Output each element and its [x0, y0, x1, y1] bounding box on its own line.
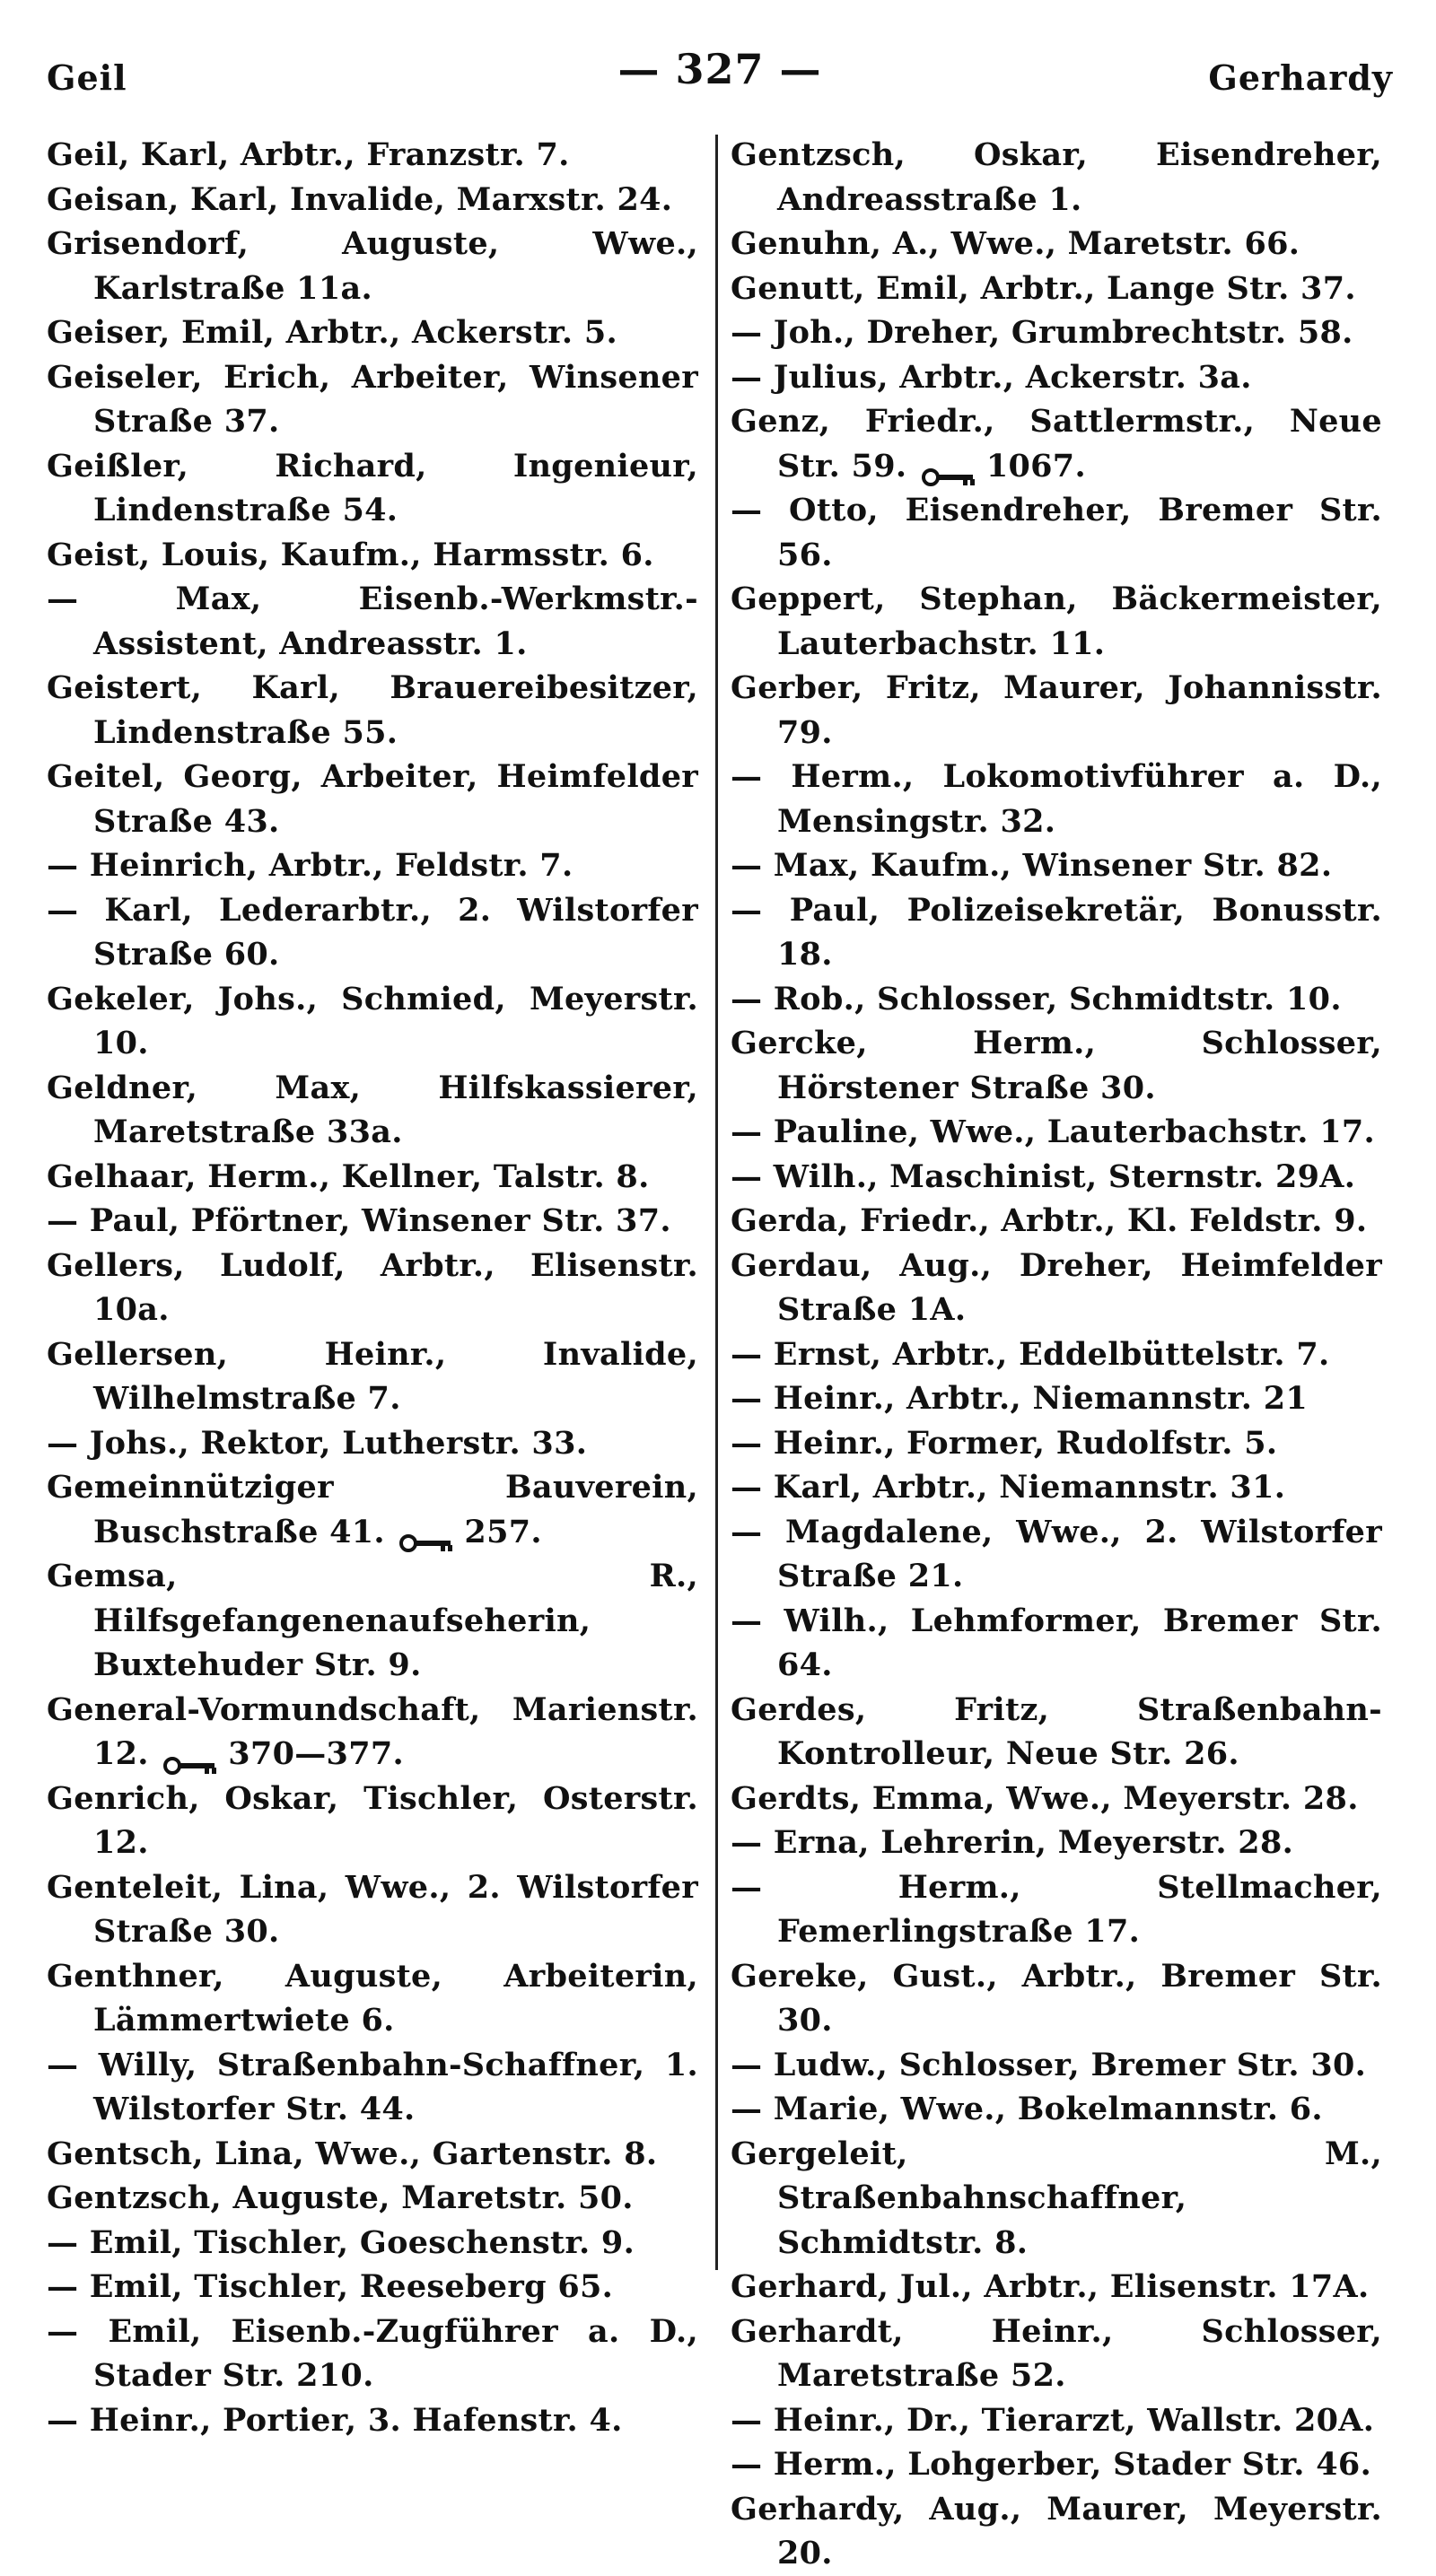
entry-text: — Heinr., Former, Rudolfstr. 5. [731, 1424, 1278, 1462]
entry-text: Gereke, Gust., Arbtr., Bremer Str. 30. [731, 1957, 1382, 2039]
entry-text: Gemsa, R., Hilfsgefangenenaufseherin, Buxtehuder Str. 9. [47, 1558, 698, 1683]
directory-entry [731, 2087, 1382, 2132]
directory-entry [47, 1244, 698, 1332]
directory-entry [731, 310, 1382, 355]
entry-text: Geiseler, Erich, Arbeiter, Winsener Straße 37. [47, 358, 698, 440]
directory-entry [731, 1821, 1382, 1865]
phone-number: 1067. [985, 447, 1086, 485]
directory-entry [731, 1376, 1382, 1421]
entry-text: Gellersen, Heinr., Invalide, Wilhelmstraße 7. [47, 1335, 698, 1417]
directory-entry [731, 666, 1382, 755]
entry-text: — Max, Kaufm., Winsener Str. 82. [731, 847, 1333, 884]
entry-text: Gentzsch, Oskar, Eisendreher, Andreasstraße 1. [731, 136, 1382, 218]
directory-entry [731, 1244, 1382, 1332]
entry-text: — Johs., Rektor, Lutherstr. 33. [47, 1424, 588, 1462]
directory-entry [47, 2398, 698, 2443]
entry-text: Geitel, Georg, Arbeiter, Heimfelder Straße 43. [47, 758, 698, 840]
directory-entry [731, 843, 1382, 888]
directory-entry [47, 2310, 698, 2398]
entry-text: — Ernst, Arbtr., Eddelbüttelstr. 7. [731, 1335, 1330, 1373]
directory-entry [47, 1199, 698, 1244]
entry-text: Genrich, Oskar, Tischler, Osterstr. 12. [47, 1779, 698, 1861]
entry-text: — Paul, Polizeisekretär, Bonusstr. 18. [731, 891, 1382, 973]
telephone-key-icon [922, 455, 979, 475]
directory-entry [47, 1688, 698, 1777]
directory-entry [47, 977, 698, 1066]
directory-entry [47, 2221, 698, 2266]
entry-text: Gerhardt, Heinr., Schlosser, Maretstraße 52. [731, 2312, 1382, 2394]
directory-entry [731, 488, 1382, 577]
entry-text: — Karl, Arbtr., Niemannstr. 31. [731, 1469, 1286, 1506]
entry-text: Gelhaar, Herm., Kellner, Talstr. 8. [47, 1157, 650, 1195]
directory-entry [731, 1599, 1382, 1688]
directory-entry [47, 178, 698, 223]
directory-entry [731, 399, 1382, 488]
directory-entry [731, 1688, 1382, 1777]
directory-entry [731, 1155, 1382, 1200]
phone-number: 370—377. [228, 1735, 404, 1772]
entry-text: Gerdes, Fritz, Straßenbahn-Kontrolleur, Neue Str. 26. [731, 1690, 1382, 1772]
entry-text: — Ludw., Schlosser, Bremer Str. 30. [731, 2046, 1367, 2083]
entry-text: Genthner, Auguste, Arbeiterin, Lämmertwiete 6. [47, 1957, 698, 2039]
entry-text: — Heinr., Arbtr., Niemannstr. 21 [731, 1380, 1309, 1417]
directory-entry [47, 222, 698, 310]
entry-text: Geiser, Emil, Arbtr., Ackerstr. 5. [47, 314, 618, 351]
telephone-key-icon [399, 1521, 457, 1541]
directory-entry [47, 2176, 698, 2221]
entry-text: — Erna, Lehrerin, Meyerstr. 28. [731, 1824, 1294, 1861]
directory-entry [47, 133, 698, 178]
entry-text: — Willy, Straßenbahn-Schaffner, 1. Wilstorfer Str. 44. [47, 2046, 698, 2127]
entry-text: Gerhardy, Aug., Maurer, Meyerstr. 20. [731, 2490, 1382, 2572]
entry-text: Geistert, Karl, Brauereibesitzer, Lindenstraße 55. [47, 669, 698, 751]
directory-entry [731, 1465, 1382, 1510]
left-column [47, 133, 698, 2442]
column-divider [715, 135, 718, 2270]
directory-entry [47, 843, 698, 888]
directory-entry [47, 2132, 698, 2177]
entry-text: — Wilh., Lehmformer, Bremer Str. 64. [731, 1602, 1382, 1683]
entry-text: Gerdau, Aug., Dreher, Heimfelder Straße 1A. [731, 1246, 1382, 1328]
directory-entry [47, 1954, 698, 2043]
directory-entry [731, 977, 1382, 1022]
entry-text: Genteleit, Lina, Wwe., 2. Wilstorfer Straße 30. [47, 1868, 698, 1950]
directory-entry [47, 888, 698, 977]
phone-number: 257. [464, 1513, 542, 1550]
entry-text: — Marie, Wwe., Bokelmannstr. 6. [731, 2091, 1323, 2127]
entry-text: Gergeleit, M., Straßenbahnschaffner, Schmidtstr. 8. [731, 2135, 1382, 2261]
directory-entry [731, 2487, 1382, 2576]
directory-entry [47, 1332, 698, 1421]
page-header [47, 45, 1393, 99]
entry-text: — Joh., Dreher, Grumbrechtstr. 58. [731, 314, 1353, 351]
entry-text: — Karl, Lederarbtr., 2. Wilstorfer Straße 60. [47, 891, 698, 973]
directory-entry [731, 1510, 1382, 1599]
directory-entry [731, 755, 1382, 843]
entry-text: Gellers, Ludolf, Arbtr., Elisenstr. 10a. [47, 1246, 698, 1328]
entry-text: Gentsch, Lina, Wwe., Gartenstr. 8. [47, 2135, 658, 2172]
directory-entry [731, 2310, 1382, 2398]
header-right-catchword: Gerhardy [1208, 57, 1393, 98]
header-left-catchword: Geil [47, 57, 127, 98]
directory-entry [47, 1777, 698, 1865]
directory-entry [47, 577, 698, 666]
entry-text: Grisendorf, Auguste, Wwe., Karlstraße 11a. [47, 225, 698, 307]
directory-entry [731, 2132, 1382, 2266]
directory-entry [731, 888, 1382, 977]
directory-entry [47, 1465, 698, 1554]
directory-entry [47, 1066, 698, 1155]
entry-text: — Emil, Eisenb.-Zugführer a. D., Stader Str. 210. [47, 2312, 698, 2394]
entry-text: Geil, Karl, Arbtr., Franzstr. 7. [47, 136, 570, 173]
entry-text: Gerber, Fritz, Maurer, Johannisstr. 79. [731, 669, 1382, 751]
entry-text: — Heinr., Dr., Tierarzt, Wallstr. 20A. [731, 2401, 1375, 2439]
entry-text: General-Vormundschaft, Marienstr. 12. [47, 1690, 698, 1772]
directory-entry [47, 310, 698, 355]
entry-text: — Herm., Lokomotivführer a. D., Mensingstr. 32. [731, 758, 1382, 840]
entry-text: Gerhard, Jul., Arbtr., Elisenstr. 17A. [731, 2268, 1370, 2305]
entry-text: — Herm., Stellmacher, Femerlingstraße 17. [731, 1868, 1382, 1950]
entry-text: — Herm., Lohgerber, Stader Str. 46. [731, 2446, 1372, 2483]
directory-entry [731, 2043, 1382, 2088]
directory-entry [731, 1954, 1382, 2043]
entry-text: — Wilh., Maschinist, Sternstr. 29A. [731, 1157, 1356, 1195]
entry-text: — Magdalene, Wwe., 2. Wilstorfer Straße 21. [731, 1513, 1382, 1594]
entry-text: — Rob., Schlosser, Schmidtstr. 10. [731, 980, 1342, 1017]
directory-entry [731, 1110, 1382, 1155]
entry-text: — Heinr., Portier, 3. Hafenstr. 4. [47, 2401, 623, 2439]
directory-entry [47, 1554, 698, 1688]
entry-text: Genz, Friedr., Sattlermstr., Neue Str. 59. [731, 403, 1382, 485]
directory-entry [731, 266, 1382, 311]
directory-entry [731, 1199, 1382, 1244]
entry-text: Gentzsch, Auguste, Maretstr. 50. [47, 2179, 634, 2216]
entry-text: Gemeinnütziger Bauverein, Buschstraße 41. [47, 1469, 698, 1550]
directory-entry [47, 1421, 698, 1466]
entry-text: Geisan, Karl, Invalide, Marxstr. 24. [47, 180, 673, 218]
directory-entry [47, 355, 698, 444]
directory-entry [47, 1865, 698, 1954]
entry-text: — Julius, Arbtr., Ackerstr. 3a. [731, 358, 1252, 396]
directory-entry [731, 2265, 1382, 2310]
directory-entry [731, 355, 1382, 400]
directory-entry [731, 2398, 1382, 2443]
directory-entry [731, 1021, 1382, 1110]
directory-entry [731, 577, 1382, 666]
directory-entry [47, 533, 698, 578]
telephone-key-icon [163, 1743, 221, 1763]
entry-text: — Pauline, Wwe., Lauterbachstr. 17. [731, 1113, 1376, 1150]
directory-entry [731, 1777, 1382, 1821]
entry-text: Geist, Louis, Kaufm., Harmsstr. 6. [47, 536, 654, 573]
directory-entry [47, 2265, 698, 2310]
entry-text: — Paul, Pförtner, Winsener Str. 37. [47, 1202, 671, 1239]
directory-entry [47, 2043, 698, 2132]
directory-entry [47, 1155, 698, 1200]
directory-entry [731, 1332, 1382, 1377]
directory-entry [731, 1865, 1382, 1954]
entry-text: — Otto, Eisendreher, Bremer Str. 56. [731, 492, 1382, 573]
entry-text: Gerdts, Emma, Wwe., Meyerstr. 28. [731, 1779, 1359, 1817]
entry-text: Geppert, Stephan, Bäckermeister, Lauterbachstr. 11. [731, 581, 1382, 662]
entry-text: — Max, Eisenb.-Werkmstr.-Assistent, Andreasstr. 1. [47, 581, 698, 662]
entry-text: Genuhn, A., Wwe., Maretstr. 66. [731, 225, 1300, 262]
directory-entry [731, 133, 1382, 222]
entry-text: Gercke, Herm., Schlosser, Hörstener Straße 30. [731, 1025, 1382, 1106]
entry-text: — Heinrich, Arbtr., Feldstr. 7. [47, 847, 574, 884]
entry-text: Gerda, Friedr., Arbtr., Kl. Feldstr. 9. [731, 1202, 1368, 1239]
directory-entry [47, 444, 698, 533]
entry-text: — Emil, Tischler, Goeschenstr. 9. [47, 2223, 635, 2261]
entry-text: Gekeler, Johs., Schmied, Meyerstr. 10. [47, 980, 698, 1061]
entry-text: — Emil, Tischler, Reeseberg 65. [47, 2268, 614, 2305]
entry-text: Geißler, Richard, Ingenieur, Lindenstraße 54. [47, 447, 698, 528]
directory-entry [47, 755, 698, 843]
entry-text: Geldner, Max, Hilfskassierer, Maretstraße 33a. [47, 1069, 698, 1150]
directory-entry [731, 222, 1382, 266]
entry-text: Genutt, Emil, Arbtr., Lange Str. 37. [731, 269, 1356, 307]
right-column [731, 133, 1382, 2576]
directory-entry [47, 666, 698, 755]
page-number: — 327 — [617, 45, 822, 93]
directory-entry [731, 1421, 1382, 1466]
directory-entry [731, 2442, 1382, 2487]
